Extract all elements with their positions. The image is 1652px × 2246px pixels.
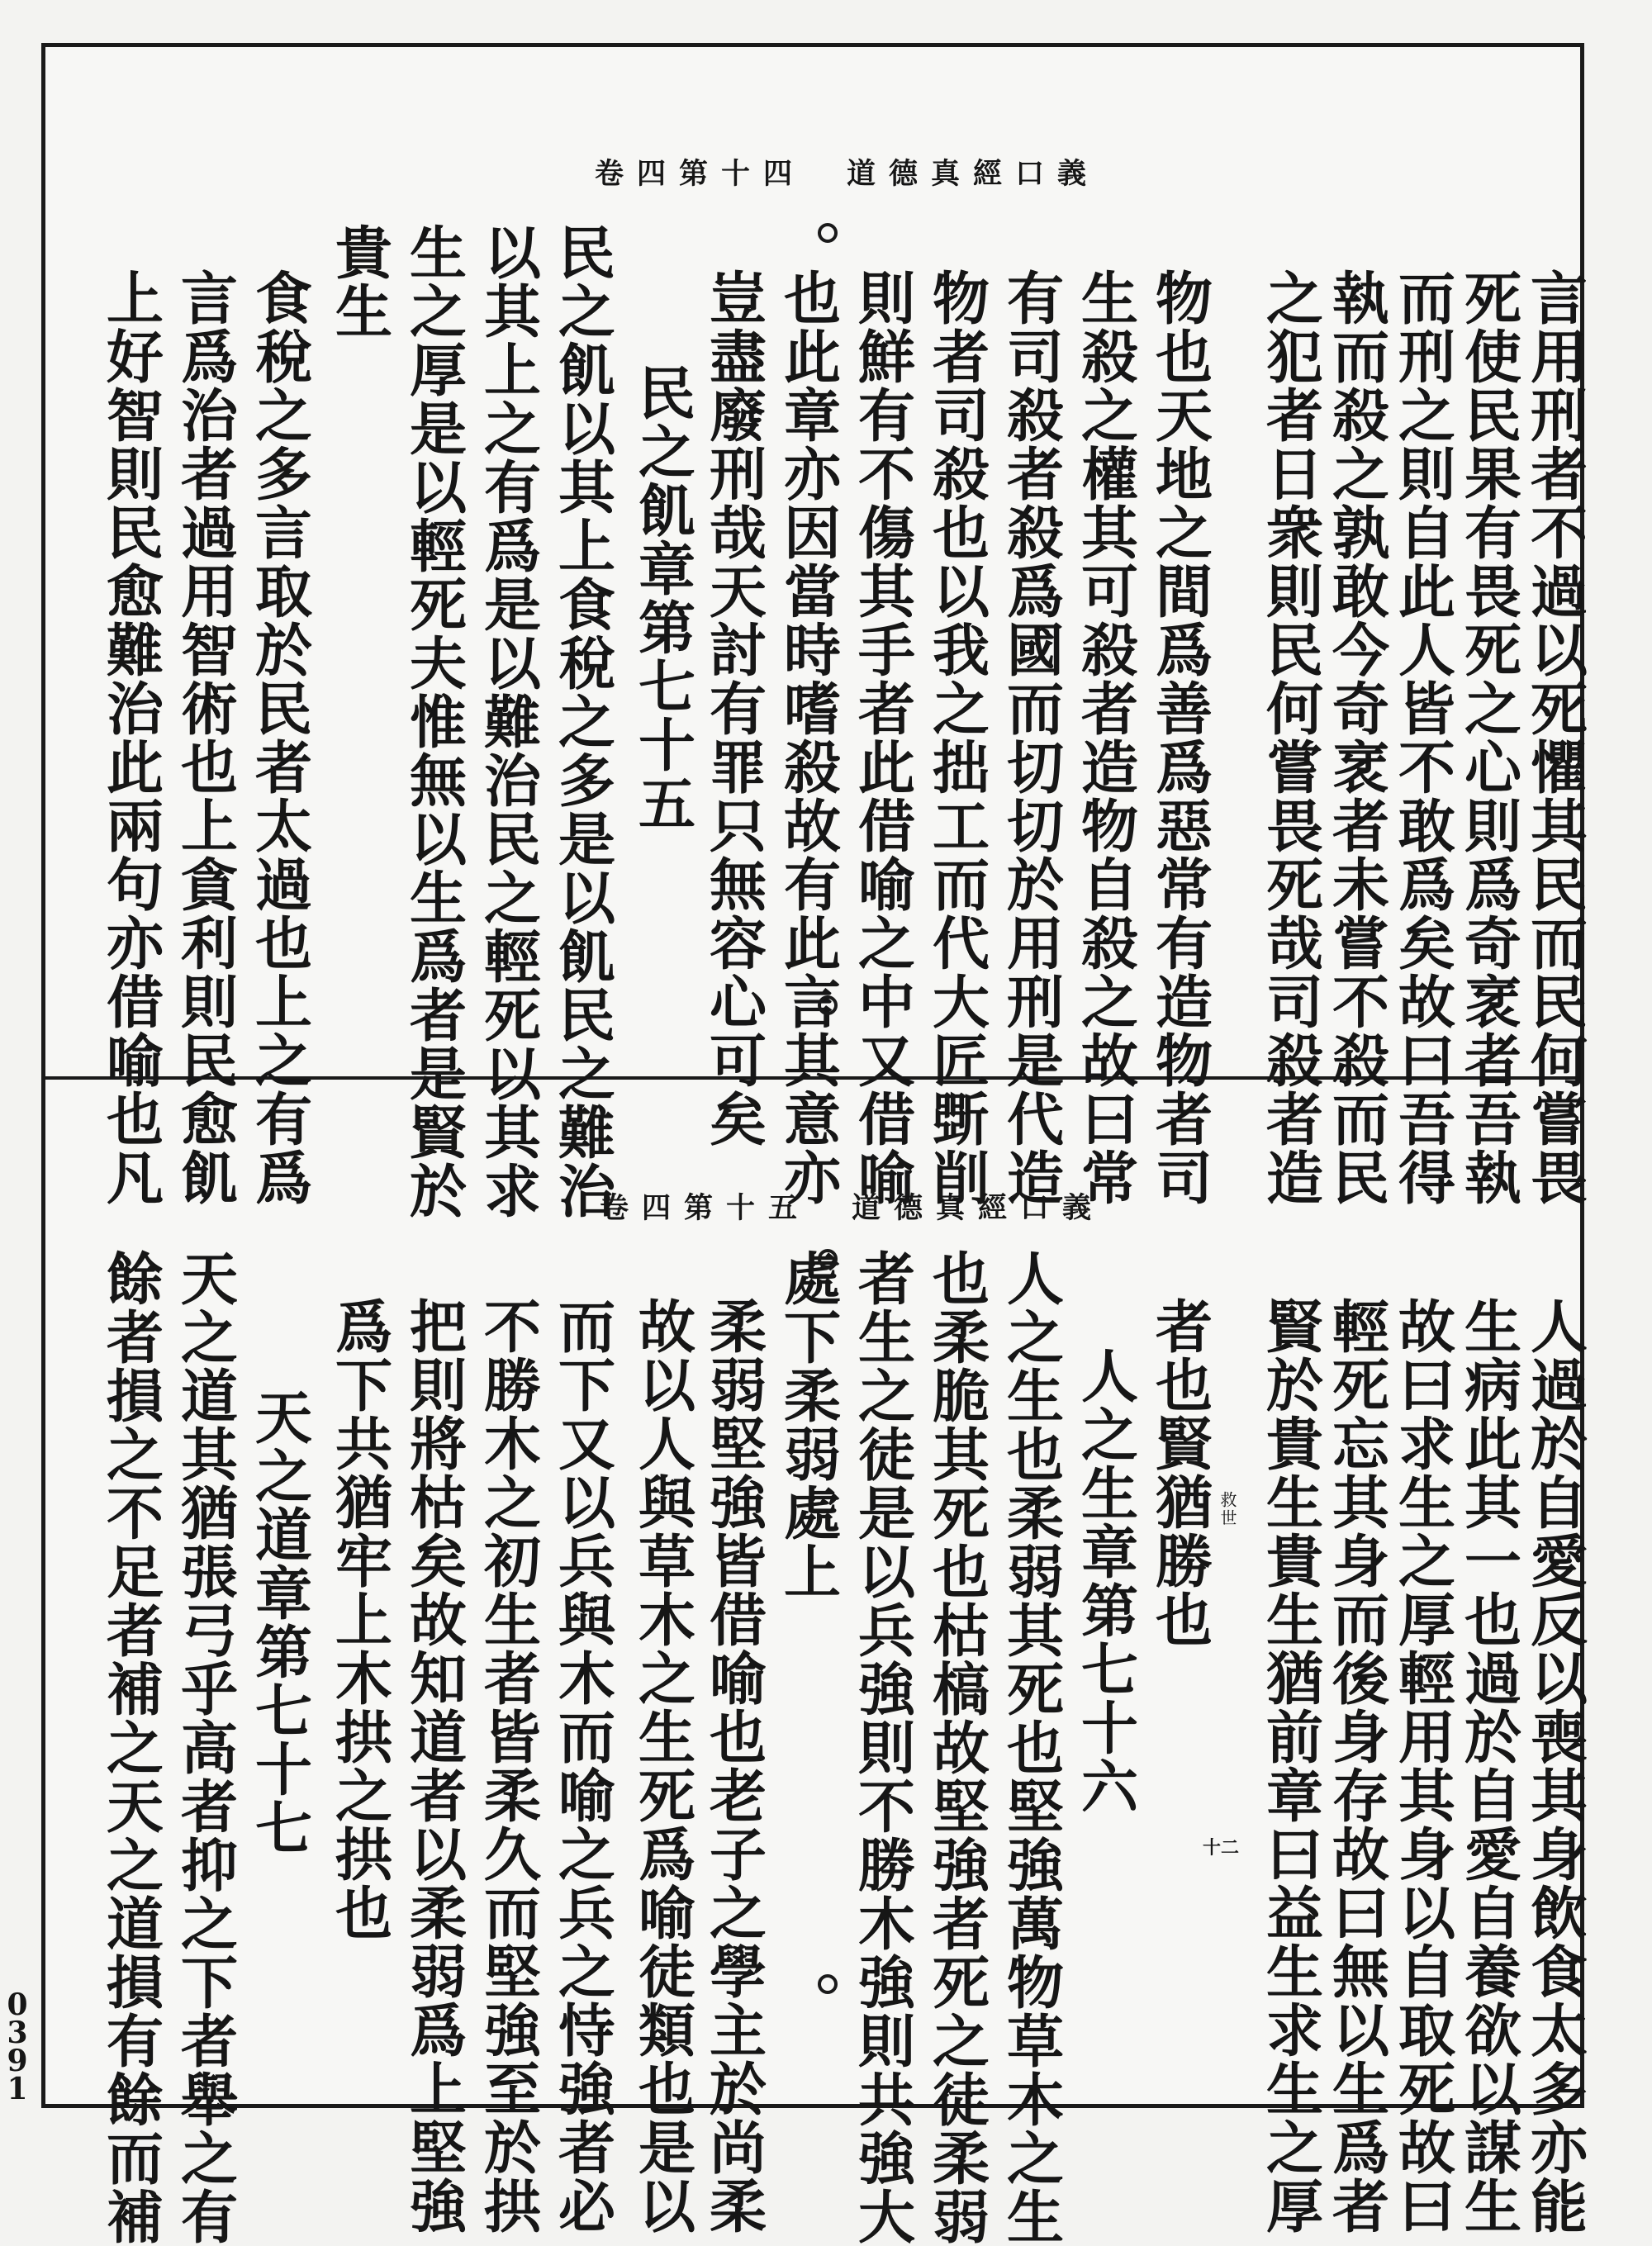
lower-column-12: 柔弱堅強皆借喻也老子之學主於尚柔 <box>700 1297 767 2235</box>
lower-column-3: 故曰求生之厚輕用其身以自取死故曰 <box>1389 1297 1455 2235</box>
lower-column-5: 賢於貴生貴生猶前章曰益生求生之厚 <box>1256 1297 1323 2235</box>
lower-header-volume: 卷四第十五 <box>600 1191 811 1225</box>
upper-column-3: 而刑之則自此人皆不敢爲矣故曰吾得 <box>1389 268 1455 1207</box>
upper-column-17: 貴生 <box>325 223 392 340</box>
lower-column-6: 者也賢猶勝也 <box>1146 1297 1213 1649</box>
lower-column-4: 輕死忘其身而後身存故曰無以生爲者 <box>1322 1297 1389 2235</box>
lower-chapter-title-76: 人之生章第七十六 <box>1071 1346 1138 1816</box>
upper-column-12: 豈盡廢刑哉天討有罪只無容心可矣 <box>700 268 767 1148</box>
lower-column-19: 天之道其猶張弓乎高者抑之下者舉之有 <box>171 1249 238 2246</box>
upper-column-2: 死使民果有畏死之心則爲奇衺者吾執 <box>1455 268 1521 1207</box>
lower-folio-mark: 十二 <box>1203 1837 1240 1859</box>
lower-column-13: 故以人與草木之生死爲喻徒類也是以 <box>629 1297 695 2235</box>
lower-column-16: 把則將枯矣故知道者以柔弱爲上堅強 <box>400 1297 467 2235</box>
lower-running-header <box>600 1185 1104 1227</box>
upper-column-1: 言用刑者不過以死懼其民而民何嘗畏 <box>1521 268 1588 1207</box>
upper-section-marker-1 <box>818 223 838 243</box>
lower-column-15: 不勝木之初生者皆柔久而堅強至於拱 <box>474 1297 541 2235</box>
upper-column-19: 言爲治者過用智術也上貪利則民愈飢 <box>171 268 238 1207</box>
upper-chapter-title: 民之飢章第七十五 <box>629 363 695 833</box>
upper-column-9: 物者司殺也以我之拙工而代大匠斲削 <box>923 268 990 1207</box>
upper-column-14: 民之飢以其上食稅之多是以飢民之難治 <box>548 223 615 1220</box>
lower-column-8: 人之生也柔弱其死也堅強萬物草木之生 <box>997 1249 1064 2246</box>
lower-column-14: 而下又以兵與木而喻之兵之恃強者必 <box>548 1297 615 2235</box>
lower-column-20: 餘者損之不足者補之天之道損有餘而補 <box>97 1249 164 2246</box>
upper-column-15: 以其上之有爲是以難治民之輕死以其求 <box>474 223 541 1220</box>
upper-column-20: 上好智則民愈難治此兩句亦借喻也凡 <box>97 268 164 1207</box>
upper-column-5: 之犯者日衆則民何嘗畏死哉司殺者造 <box>1256 268 1323 1207</box>
upper-section-marker-2 <box>818 995 838 1015</box>
upper-column-16: 生之厚是以輕死夫惟無以生爲者是賢於 <box>400 223 467 1220</box>
lower-column-9: 也柔脆其死也枯槁故堅強者死之徒柔弱 <box>923 1249 990 2246</box>
upper-header-volume: 卷四第十四 <box>595 157 806 191</box>
lower-section-marker-2 <box>818 1974 838 1994</box>
page-number: 0391 <box>7 1987 28 2106</box>
upper-column-10: 則鮮有不傷其手者此借喻之中又借喻 <box>848 268 915 1207</box>
upper-column-8: 有司殺者殺爲國而切切於用刑是代造 <box>997 268 1064 1207</box>
upper-column-18: 食稅之多言取於民者太過也上之有爲 <box>245 268 312 1207</box>
lower-column-1: 人過於自愛反以喪其身飲食太多亦能 <box>1521 1297 1588 2235</box>
lower-section-marker-1 <box>818 1249 838 1269</box>
lower-column-11: 處下柔弱處上 <box>774 1249 841 1601</box>
upper-column-7: 生殺之權其可殺者造物自殺之故曰常 <box>1071 268 1138 1207</box>
lower-header-title: 道德真經口義 <box>852 1191 1105 1225</box>
lower-chapter-title-77: 天之道章第七十七 <box>245 1388 312 1857</box>
upper-column-6: 物也天地之間爲善爲惡常有造物者司 <box>1146 268 1213 1207</box>
lower-column-10: 者生之徒是以兵強則不勝木強則共強大 <box>848 1249 915 2246</box>
upper-column-11: 也此章亦因當時嗜殺故有此言其意亦 <box>774 268 841 1207</box>
lower-column-17: 爲下共猶牢上木拱之拱也 <box>325 1297 392 1942</box>
upper-header-title: 道德真經口義 <box>847 157 1100 191</box>
lower-column-2: 生病此其一也過於自愛自養欲以謀生 <box>1455 1297 1521 2235</box>
upper-column-4: 執而殺之孰敢今奇衺者未嘗不殺而民 <box>1322 268 1389 1207</box>
upper-running-header <box>595 151 1099 192</box>
lower-margin-note: 救世 <box>1218 1491 1237 1527</box>
